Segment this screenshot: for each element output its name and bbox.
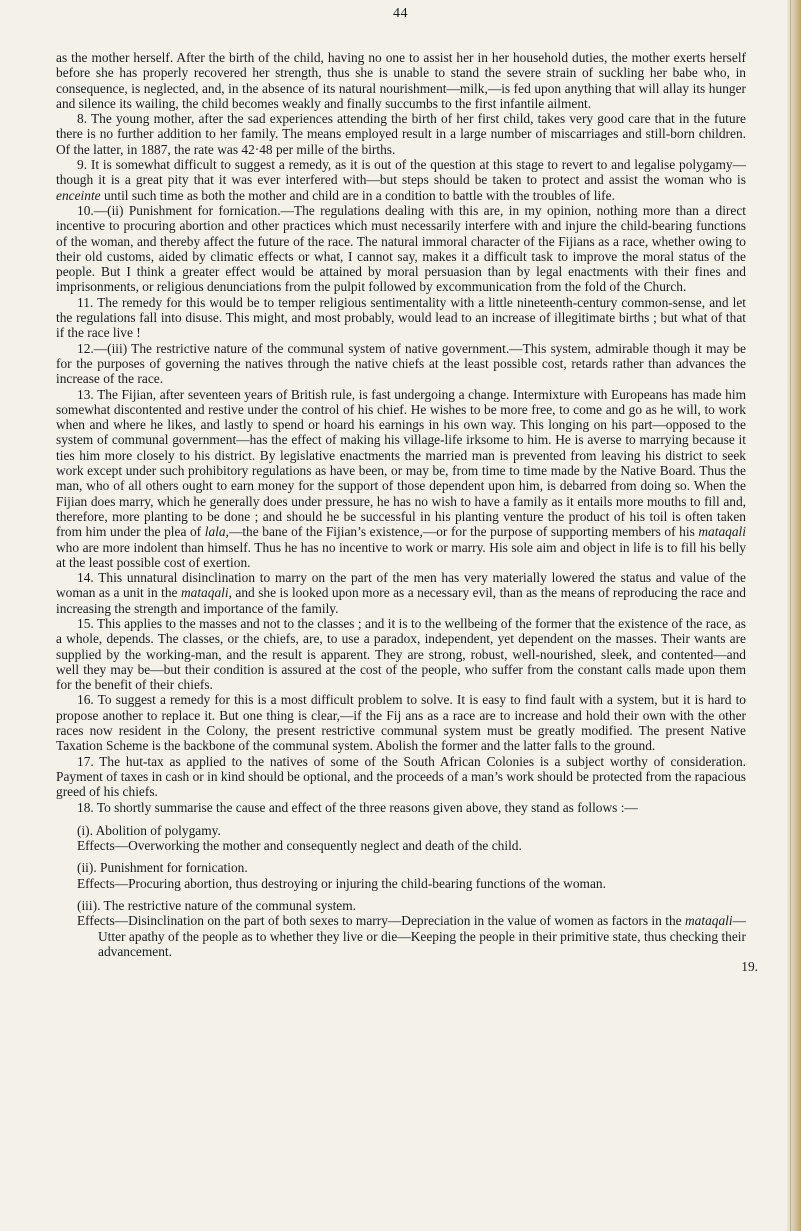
paragraph-11: 11. The remedy for this would be to temper religious sentimentality with a little nineteenth-century common-sense, and let the regulations fall into disuse. This might, and most probably, would lead to an increase of illegitimate births ; but what of that if the race live ! (56, 294, 746, 341)
page-edge (787, 0, 801, 1231)
summary-effect-iii: Effects—Disinclination on the part of both sexes to marry—Depreciation in the value of women as factors in the mataqali—Utter apathy of the people as to whether they live or die—Keeping the people in their primitive state, thus checking their advancement. (77, 913, 746, 959)
paragraph-15: 15. This applies to the masses and not to the classes ; and it is to the wellbeing of the former that the existence of the race, as a whole, depends. The classes, or the chiefs, are, to use a paradox, independent, yet dependent on the masses. Their wants are supplied by the working-man, and the result is apparent. They are strong, robust, well-nourished, sleek, and contented—and well they may be—but their condition is assured at the cost of the people, who suffer from the constant calls made upon them for the benefit of their chiefs. (56, 615, 746, 693)
summary-item-i: (i). Abolition of polygamy. (77, 822, 221, 838)
summary-item-ii: (ii). Punishment for fornication. (77, 860, 248, 876)
paragraph-17: 17. The hut-tax as applied to the natives of some of the South African Colonies is a subject worthy of consideration. Payment of taxes in cash or in kind should be optional, and the proceeds of a man’s work should be protected from the rapacious greed of his chiefs. (56, 753, 746, 800)
paragraph-10: 10.—(ii) Punishment for fornication.—The regulations dealing with this are, in my opinion, nothing more than a direct incentive to procuring abortion and other practices which must necessarily interfere with and injure the child-bearing functions of the woman, and thereby affect the future of the race. The natural immoral character of the Fijians as a race, whether owing to their old customs, aided by climatic effects or what, I cannot say, makes it a difficult task to improve the moral status of the people. But I think a greater effect would be attained by moral persuasion than by legal enactments with their fines and imprisonments, or religious denunciations from the pulpit followed by excommunication from the fold of the Church. (56, 202, 746, 295)
summary-item-iii: (iii). The restrictive nature of the communal system. (77, 898, 357, 914)
paragraph-continued: as the mother herself. After the birth of the child, having no one to assist her in her household duties, the mother exerts herself before she has properly recovered her strength, thus she is unable to stand the severe strain of suckling her babe who, in consequence, is neglected, and, in the absence of its natural nourishment—milk,—is fed upon anything that will allay its hunger and silence its wailing, the child becomes weakly and finally succumbs to the first infantile ailment. (56, 50, 746, 111)
paragraph-9: 9. It is somewhat difficult to suggest a remedy, as it is out of the question at this stage to revert to and legalise polygamy—though it is a great pity that it was ever interfered with—but steps should be taken to protect and assist the woman who is enceinte until such time as both the mother and child are in a condition to battle with the troubles of life. (56, 157, 746, 203)
summary-effect-ii: Effects—Procuring abortion, thus destroying or injuring the child-bearing functions of the woman. (77, 875, 606, 891)
paragraph-18: 18. To shortly summarise the cause and effect of the three reasons given above, they stand as follows :— (77, 799, 638, 815)
page-number: 44 (393, 6, 408, 21)
summary-effect-i: Effects—Overworking the mother and consequently neglect and death of the child. (77, 838, 522, 854)
paragraph-8: 8. The young mother, after the sad experiences attending the birth of her first child, takes very good care that in the future there is no further addition to her family. The means employed result in a large number of miscarriages and still-born children. Of the latter, in 1887, the rate was 42·48 per mille of the births. (56, 111, 746, 157)
paragraph-14: 14. This unnatural disinclination to marry on the part of the men has very materially lowered the status and value of the woman as a unit in the mataqali, and she is looked upon more as a necessary evil, than as the means of reproducing the race and increasing the strength and importance of the family. (56, 570, 746, 616)
catchword: 19. (741, 959, 758, 975)
paragraph-16: 16. To suggest a remedy for this is a most difficult problem to solve. It is easy to find fault with a system, but it is hard to propose another to replace it. But one thing is clear,—if the Fij ans as a race are to increase and hold their own with the other races now resident in the Colony, the present restrictive communal system must be greatly modified. The present Native Taxation Scheme is the backbone of the communal system. Abolish the former and the latter falls to the ground. (56, 692, 746, 754)
summary-list (56, 823, 746, 959)
document-body (56, 50, 758, 975)
paragraph-12: 12.—(iii) The restrictive nature of the communal system of native government.—This system, admirable though it may be for the purposes of governing the natives through the native chiefs at the least possible cost, retards rather than advances the increase of the race. (56, 340, 746, 387)
paragraph-13: 13. The Fijian, after seventeen years of British rule, is fast undergoing a change. Intermixture with Europeans has made him somewhat discontented and restive under the control of his chief. He wishes to be more free, to come and go as he will, to work when and where he likes, and lastly to spend or hoard his earnings in his own way. This longing on his part—opposed to the system of communal government—has the effect of making his village-life irksome to him. He is averse to marrying because it ties him more closely to his district. By legislative enactments the married man is prevented from leaving his district to seek work except under such prohibitory regulations as have been, or may be, from time to time made by the Native Board. Thus the man, who of all others ought to earn money for the support of those dependent upon him, is debarred from doing so. When the Fijian does marry, which he generally does under pressure, he has no wish to have a family as it entails more mouths to fill and, therefore, more planting to be done ; and should he be successful in his planting venture the product of his toil is often taken from him under the plea of lala,—the bane of the Fijian’s existence,—or for the purpose of supporting members of his mataqali who are more indolent than himself. Thus he has no incentive to work or marry. His sole aim and object in life is to fill his belly at the least possible cost of exertion. (56, 386, 746, 570)
